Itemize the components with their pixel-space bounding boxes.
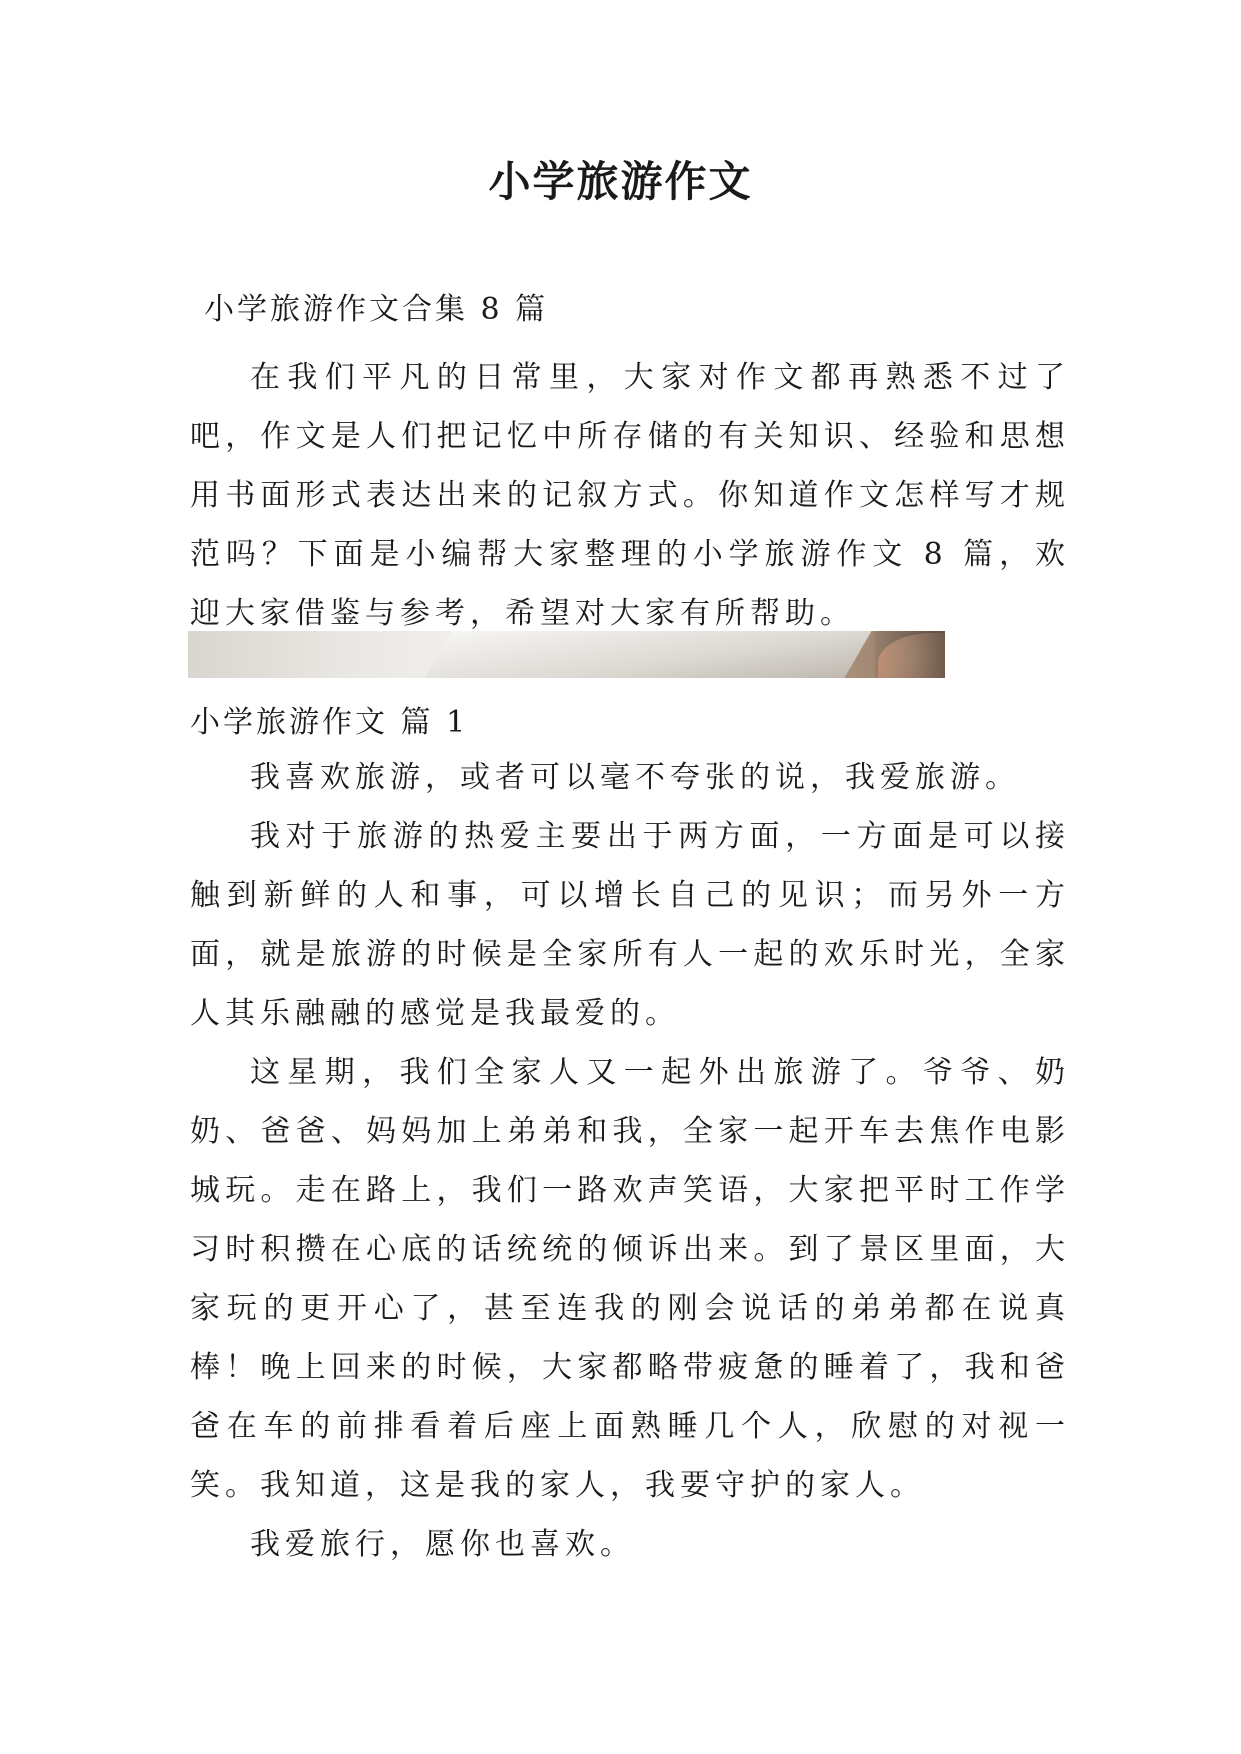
- banner-image: [188, 631, 945, 678]
- document-title: 小学旅游作文: [488, 157, 753, 206]
- essay-paragraph: 我喜欢旅游，或者可以毫不夸张的说，我爱旅游。: [250, 760, 1020, 795]
- document-subtitle: 小学旅游作文合集 8 篇: [204, 292, 549, 327]
- banner-paper-fold: [424, 631, 871, 678]
- essay-paragraph: 这星期，我们全家人又一起外出旅游了。爷爷、奶奶、爸爸、妈妈加上弟弟和我，全家一起开车去焦作电影城玩。走在路上，我们一路欢声笑语，大家把平时工作学习时积攒在心底的话统统的倾诉出来。到了景区里面，大家玩的更开心了，甚至连我的刚会说话的弟弟都在说真棒！晚上回来的时候，大家都略带疲惫的睡着了，我和爸爸在车的前排看着后座上面熟睡几个人，欣慰的对视一笑。我知道，这是我的家人，我要守护的家人。: [190, 1055, 1070, 1503]
- essay-paragraph: 我对于旅游的热爱主要出于两方面，一方面是可以接触到新鲜的人和事，可以增长自己的见识；而另外一方面，就是旅游的时候是全家所有人一起的欢乐时光，全家人其乐融融的感觉是我最爱的。: [190, 819, 1070, 1031]
- essay-body: [190, 748, 1070, 1574]
- essay-paragraph: 我爱旅行，愿你也喜欢。: [250, 1527, 635, 1562]
- intro-paragraph: 在我们平凡的日常里，大家对作文都再熟悉不过了吧，作文是人们把记忆中所存储的有关知识、经验和思想用书面形式表达出来的记叙方式。你知道作文怎样写才规范吗？下面是小编帮大家整理的小学旅游作文 8 篇，欢迎大家借鉴与参考，希望对大家有所帮助。: [190, 360, 1070, 631]
- intro-section: [190, 348, 1070, 643]
- section-heading: 小学旅游作文 篇 1: [190, 705, 469, 740]
- banner-shadow: [875, 631, 945, 678]
